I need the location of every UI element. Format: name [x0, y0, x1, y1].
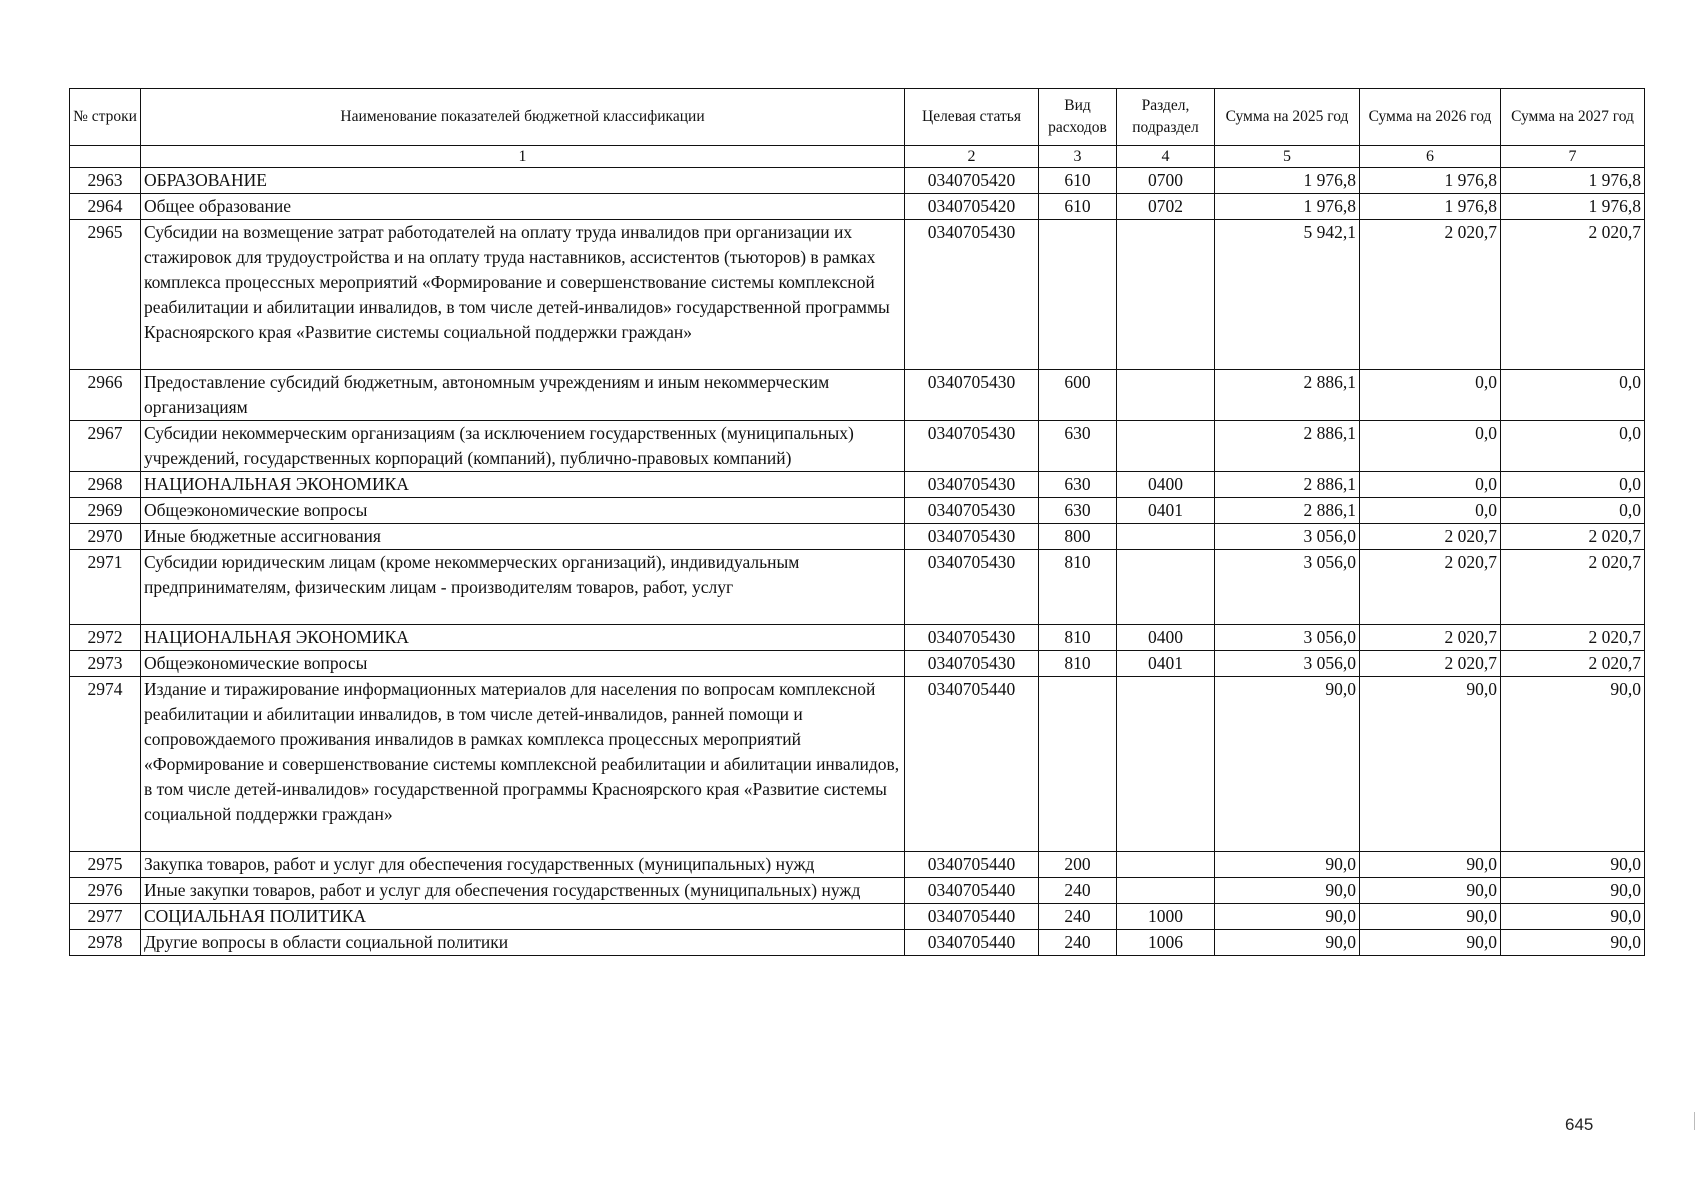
- row-name: Общее образование: [141, 194, 905, 220]
- row-amount-2026: 2 020,7: [1360, 651, 1501, 677]
- row-amount-2026: 0,0: [1360, 498, 1501, 524]
- row-type: 240: [1039, 904, 1117, 930]
- row-target: 0340705440: [905, 878, 1039, 904]
- row-amount-2027: 1 976,8: [1501, 168, 1645, 194]
- row-type: 240: [1039, 930, 1117, 956]
- header-type: Вид расходов: [1039, 89, 1117, 146]
- table-row: [70, 524, 1645, 550]
- header-2027: Сумма на 2027 год: [1501, 89, 1645, 146]
- row-target: 0340705420: [905, 168, 1039, 194]
- table-row: [70, 168, 1645, 194]
- row-type: 610: [1039, 168, 1117, 194]
- row-amount-2026: 90,0: [1360, 930, 1501, 956]
- row-number: 2967: [70, 421, 141, 472]
- row-target: 0340705430: [905, 370, 1039, 421]
- row-target: 0340705430: [905, 472, 1039, 498]
- table-body: [70, 168, 1645, 956]
- row-name: Предоставление субсидий бюджетным, автономным учреждениям и иным некоммерческим организациям: [141, 370, 905, 421]
- row-number: 2968: [70, 472, 141, 498]
- row-section: 0702: [1117, 194, 1215, 220]
- row-section: [1117, 550, 1215, 625]
- row-amount-2025: 90,0: [1215, 677, 1360, 852]
- table-row: [70, 625, 1645, 651]
- column-number: 7: [1501, 146, 1645, 168]
- row-amount-2026: 1 976,8: [1360, 168, 1501, 194]
- row-name: Иные бюджетные ассигнования: [141, 524, 905, 550]
- row-type: 240: [1039, 878, 1117, 904]
- row-target: 0340705430: [905, 421, 1039, 472]
- table-row: [70, 194, 1645, 220]
- row-amount-2027: 0,0: [1501, 472, 1645, 498]
- row-section: [1117, 421, 1215, 472]
- row-number: 2973: [70, 651, 141, 677]
- row-amount-2026: 90,0: [1360, 852, 1501, 878]
- row-target: 0340705430: [905, 498, 1039, 524]
- row-amount-2026: 1 976,8: [1360, 194, 1501, 220]
- table-row: [70, 220, 1645, 370]
- header-target: Целевая статья: [905, 89, 1039, 146]
- table-row: [70, 421, 1645, 472]
- column-number: 6: [1360, 146, 1501, 168]
- row-amount-2026: 90,0: [1360, 878, 1501, 904]
- row-amount-2027: 0,0: [1501, 498, 1645, 524]
- row-section: 0401: [1117, 651, 1215, 677]
- row-target: 0340705430: [905, 220, 1039, 370]
- row-amount-2025: 1 976,8: [1215, 168, 1360, 194]
- row-section: [1117, 677, 1215, 852]
- row-name: Иные закупки товаров, работ и услуг для обеспечения государственных (муниципальных) нужд: [141, 878, 905, 904]
- row-amount-2027: 2 020,7: [1501, 625, 1645, 651]
- row-section: 0700: [1117, 168, 1215, 194]
- row-amount-2027: 0,0: [1501, 370, 1645, 421]
- table-row: [70, 930, 1645, 956]
- row-name: СОЦИАЛЬНАЯ ПОЛИТИКА: [141, 904, 905, 930]
- row-target: 0340705420: [905, 194, 1039, 220]
- row-name: Общеэкономические вопросы: [141, 498, 905, 524]
- row-name: Субсидии на возмещение затрат работодателей на оплату труда инвалидов при организации их стажировок для трудоустройства и на оплату труда наставников, ассистентов (тьюторов) в рамках комплекса процессных мероприятий «Формирование и совершенствование системы комплексной реабилитации и абилитации инвалидов, в том числе детей-инвалидов» государственной программы Красноярского края «Развитие системы социальной поддержки граждан»: [141, 220, 905, 370]
- row-number: 2964: [70, 194, 141, 220]
- row-amount-2025: 90,0: [1215, 878, 1360, 904]
- row-number: 2966: [70, 370, 141, 421]
- row-amount-2025: 90,0: [1215, 852, 1360, 878]
- row-amount-2026: 2 020,7: [1360, 625, 1501, 651]
- row-section: [1117, 524, 1215, 550]
- row-amount-2026: 0,0: [1360, 370, 1501, 421]
- row-name: Закупка товаров, работ и услуг для обеспечения государственных (муниципальных) нужд: [141, 852, 905, 878]
- table-row: [70, 498, 1645, 524]
- row-amount-2025: 1 976,8: [1215, 194, 1360, 220]
- row-amount-2027: 90,0: [1501, 904, 1645, 930]
- table-row: [70, 852, 1645, 878]
- column-number: 1: [141, 146, 905, 168]
- row-type: 810: [1039, 651, 1117, 677]
- row-amount-2025: 2 886,1: [1215, 472, 1360, 498]
- table-row: [70, 677, 1645, 852]
- row-target: 0340705430: [905, 651, 1039, 677]
- row-amount-2027: 90,0: [1501, 930, 1645, 956]
- row-section: 1000: [1117, 904, 1215, 930]
- row-target: 0340705440: [905, 677, 1039, 852]
- row-type: 800: [1039, 524, 1117, 550]
- row-amount-2026: 90,0: [1360, 677, 1501, 852]
- row-number: 2970: [70, 524, 141, 550]
- row-name: Издание и тиражирование информационных материалов для населения по вопросам комплексной реабилитации и абилитации инвалидов, в том числе детей-инвалидов, ранней помощи и сопровождаемого проживания инвалидов в рамках комплекса процессных мероприятий «Формирование и совершенствование системы комплексной реабилитации и абилитации инвалидов, в том числе детей-инвалидов» государственной программы Красноярского края «Развитие системы социальной поддержки граждан»: [141, 677, 905, 852]
- row-amount-2027: 2 020,7: [1501, 550, 1645, 625]
- row-name: Другие вопросы в области социальной политики: [141, 930, 905, 956]
- row-amount-2025: 3 056,0: [1215, 524, 1360, 550]
- row-name: ОБРАЗОВАНИЕ: [141, 168, 905, 194]
- header-section: Раздел, подраздел: [1117, 89, 1215, 146]
- table-row: [70, 651, 1645, 677]
- row-section: 1006: [1117, 930, 1215, 956]
- row-type: [1039, 677, 1117, 852]
- table-row: [70, 904, 1645, 930]
- row-target: 0340705440: [905, 930, 1039, 956]
- column-number: 4: [1117, 146, 1215, 168]
- column-number: [70, 146, 141, 168]
- row-amount-2027: 0,0: [1501, 421, 1645, 472]
- budget-table: [69, 88, 1645, 956]
- row-amount-2027: 90,0: [1501, 677, 1645, 852]
- header-row-number: № строки: [70, 89, 141, 146]
- row-section: [1117, 878, 1215, 904]
- row-amount-2026: 2 020,7: [1360, 550, 1501, 625]
- row-amount-2027: 2 020,7: [1501, 524, 1645, 550]
- row-number: 2963: [70, 168, 141, 194]
- row-number: 2972: [70, 625, 141, 651]
- column-number: 5: [1215, 146, 1360, 168]
- header-row: [70, 89, 1645, 146]
- table-row: [70, 878, 1645, 904]
- row-amount-2026: 0,0: [1360, 472, 1501, 498]
- row-target: 0340705440: [905, 904, 1039, 930]
- row-type: 810: [1039, 625, 1117, 651]
- row-number: 2969: [70, 498, 141, 524]
- row-section: 0400: [1117, 472, 1215, 498]
- row-number: 2971: [70, 550, 141, 625]
- row-type: 600: [1039, 370, 1117, 421]
- row-number: 2965: [70, 220, 141, 370]
- row-section: [1117, 220, 1215, 370]
- row-amount-2025: 2 886,1: [1215, 498, 1360, 524]
- row-number: 2975: [70, 852, 141, 878]
- row-amount-2025: 3 056,0: [1215, 625, 1360, 651]
- row-target: 0340705430: [905, 625, 1039, 651]
- row-type: 630: [1039, 498, 1117, 524]
- row-section: 0400: [1117, 625, 1215, 651]
- scan-edge-mark: [1694, 1112, 1695, 1130]
- row-type: [1039, 220, 1117, 370]
- row-target: 0340705430: [905, 524, 1039, 550]
- row-amount-2025: 5 942,1: [1215, 220, 1360, 370]
- row-amount-2026: 2 020,7: [1360, 220, 1501, 370]
- row-amount-2026: 0,0: [1360, 421, 1501, 472]
- row-type: 200: [1039, 852, 1117, 878]
- row-amount-2027: 90,0: [1501, 878, 1645, 904]
- row-amount-2025: 3 056,0: [1215, 651, 1360, 677]
- row-amount-2025: 2 886,1: [1215, 421, 1360, 472]
- row-name: Общеэкономические вопросы: [141, 651, 905, 677]
- row-number: 2976: [70, 878, 141, 904]
- column-number: 2: [905, 146, 1039, 168]
- table-row: [70, 472, 1645, 498]
- column-number-row: [70, 146, 1645, 168]
- row-number: 2978: [70, 930, 141, 956]
- header-2026: Сумма на 2026 год: [1360, 89, 1501, 146]
- row-amount-2026: 2 020,7: [1360, 524, 1501, 550]
- row-amount-2025: 90,0: [1215, 904, 1360, 930]
- row-type: 610: [1039, 194, 1117, 220]
- row-amount-2027: 90,0: [1501, 852, 1645, 878]
- row-section: 0401: [1117, 498, 1215, 524]
- page-number: 645: [1565, 1115, 1594, 1134]
- header-name: Наименование показателей бюджетной классификации: [141, 89, 905, 146]
- row-amount-2027: 2 020,7: [1501, 651, 1645, 677]
- row-amount-2025: 3 056,0: [1215, 550, 1360, 625]
- row-amount-2025: 2 886,1: [1215, 370, 1360, 421]
- row-type: 810: [1039, 550, 1117, 625]
- row-target: 0340705430: [905, 550, 1039, 625]
- row-name: НАЦИОНАЛЬНАЯ ЭКОНОМИКА: [141, 625, 905, 651]
- row-amount-2027: 2 020,7: [1501, 220, 1645, 370]
- row-amount-2026: 90,0: [1360, 904, 1501, 930]
- row-name: НАЦИОНАЛЬНАЯ ЭКОНОМИКА: [141, 472, 905, 498]
- table-row: [70, 370, 1645, 421]
- row-target: 0340705440: [905, 852, 1039, 878]
- row-amount-2027: 1 976,8: [1501, 194, 1645, 220]
- row-section: [1117, 370, 1215, 421]
- table-row: [70, 550, 1645, 625]
- row-type: 630: [1039, 421, 1117, 472]
- row-name: Субсидии юридическим лицам (кроме некоммерческих организаций), индивидуальным предпринимателям, физическим лицам - производителям товаров, работ, услуг: [141, 550, 905, 625]
- row-section: [1117, 852, 1215, 878]
- row-number: 2977: [70, 904, 141, 930]
- column-number: 3: [1039, 146, 1117, 168]
- row-amount-2025: 90,0: [1215, 930, 1360, 956]
- header-2025: Сумма на 2025 год: [1215, 89, 1360, 146]
- row-name: Субсидии некоммерческим организациям (за исключением государственных (муниципальных) учреждений, государственных корпораций (компаний), публично-правовых компаний): [141, 421, 905, 472]
- row-number: 2974: [70, 677, 141, 852]
- row-type: 630: [1039, 472, 1117, 498]
